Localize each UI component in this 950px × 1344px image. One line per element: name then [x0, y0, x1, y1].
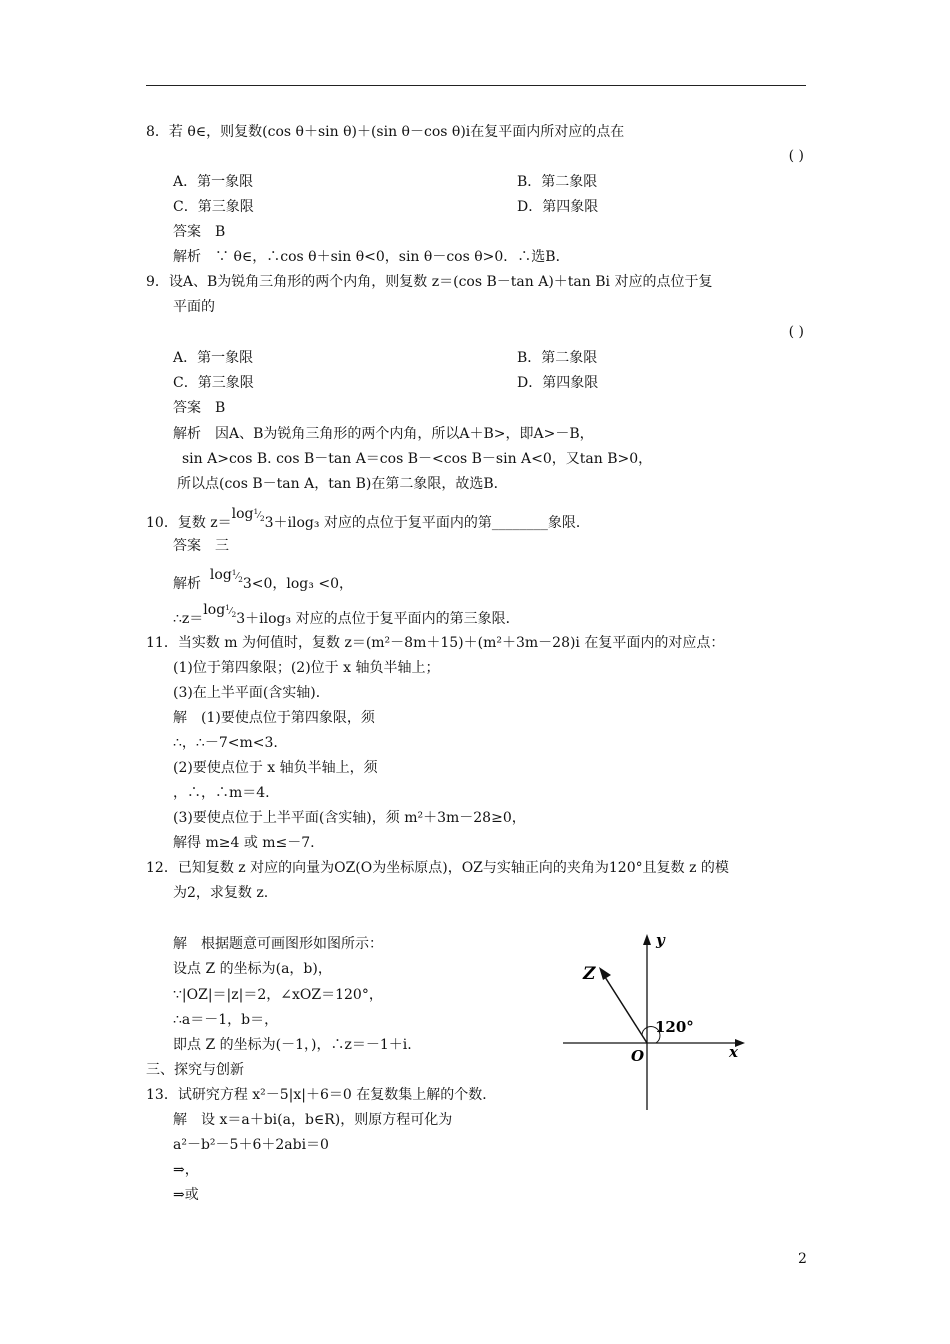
q10-stem-suffix: 3＋ilog₃ 对应的点位于复平面内的第________象限．: [264, 515, 590, 531]
q9-analysis-line2: sin A>cos B. cos B－tan A＝cos B－<cos B－sin A<0，又tan B>0，: [182, 451, 653, 467]
q12-stem-line2: 为2，求复数 z.: [173, 885, 269, 901]
q9-option-d: D．第四象限: [517, 375, 599, 391]
q11-part-3: (3)在上半平面(含实轴)．: [173, 685, 330, 701]
q10-log-base-den: 2: [259, 513, 265, 523]
q8-analysis: 解析 ∵ θ∈，∴cos θ＋sin θ<0，sin θ－cos θ>0．∴选B．: [173, 249, 570, 265]
q10-answer: 答案 三: [173, 538, 229, 554]
q11-stem: 11．当实数 m 为何值时，复数 z＝(m²－8m＋15)＋(m²＋3m－28)i 在复平面内的对应点：: [146, 635, 725, 651]
q8-option-c: C．第三象限: [173, 199, 254, 215]
q11-solution-line2: ∴，∴－7<m<3.: [173, 735, 278, 751]
q10-stem: [146, 506, 590, 538]
q8-option-d: D．第四象限: [517, 199, 599, 215]
q12-solution-line4: ∴a＝－1，b＝，: [173, 1012, 279, 1028]
q10-analysis-text: 3<0，log₃ <0，: [242, 576, 353, 592]
oz-vector-arrow: [599, 967, 611, 980]
q11-solution-line1: 解 (1)要使点位于第四象限，须: [173, 710, 375, 726]
q12-solution-line2: 设点 Z 的坐标为(a，b)，: [173, 961, 332, 977]
q8-stem: 8．若 θ∈，则复数(cos θ＋sin θ)＋(sin θ－cos θ)i在复平面内所对应的点在: [146, 124, 625, 140]
q11-parts-1-2: (1)位于第四象限；(2)位于 x 轴负半轴上；: [173, 660, 440, 676]
y-axis-label: y: [656, 931, 665, 949]
q9-analysis-line3: 所以点(cos B－tan A，tan B)在第二象限，故选B．: [177, 476, 508, 492]
q10-conclusion: $\therefore z=\log^1⁄_23+ilog_3$ 对应的点位于复平面内的第三象限．: [173, 602, 520, 627]
q12-solution-line1: 解 根据题意可画图形如图所示：: [173, 936, 383, 952]
q10-analysis: 解析 $\log^1⁄_23<0$，log₃ <0，: [173, 567, 353, 592]
q11-solution-line3: (2)要使点位于 x 轴负半轴上，须: [173, 760, 378, 776]
q8-option-a: A．第一象限: [173, 174, 254, 190]
q11-solution-line5: (3)要使点位于上半平面(含实轴)，须 m²＋3m－28≥0，: [173, 810, 526, 826]
q12-solution-line3: ∵|OZ|＝|z|＝2，∠xOZ＝120°，: [173, 987, 383, 1003]
q9-answer-paren: ( ): [788, 324, 804, 340]
y-axis-arrow: [643, 934, 651, 945]
q11-solution-line6: 解得 m≥4 或 m≤－7.: [173, 835, 315, 851]
q10-analysis-label: 解析: [173, 576, 201, 592]
section-3-heading: 三、探究与创新: [146, 1062, 244, 1078]
q10-log: $\log^1⁄_2$: [231, 506, 265, 523]
q8-option-b: B．第二象限: [517, 174, 598, 190]
angle-label: 120°: [655, 1018, 694, 1036]
q9-stem-line1: 9．设A、B为锐角三角形的两个内角，则复数 z＝(cos B－tan A)＋tan Bi 对应的点位于复: [146, 274, 713, 290]
q13-solution-line4: ⇒或: [173, 1187, 199, 1203]
q13-stem: 13．试研究方程 x²－5|x|＋6＝0 在复数集上解的个数．: [146, 1087, 497, 1103]
q10-stem-prefix: 10．复数 z＝: [146, 515, 232, 531]
q9-option-a: A．第一象限: [173, 350, 254, 366]
x-axis-label: x: [729, 1043, 738, 1061]
q12-stem-line1: 12．已知复数 z 对应的向量为OZ(O为坐标原点)，OZ与实轴正向的夹角为120°且复数 z 的模: [146, 860, 729, 876]
q8-answer: 答案 B: [173, 224, 226, 240]
q9-answer: 答案 B: [173, 400, 226, 416]
q9-stem-line2: 平面的: [173, 299, 215, 315]
header-rule: [146, 85, 806, 86]
page-number: 2: [798, 1251, 807, 1267]
q13-solution-line3: ⇒，: [173, 1162, 199, 1178]
q12-solution-line5: 即点 Z 的坐标为(－1，)，∴z＝－1＋i.: [173, 1037, 412, 1053]
q12-coordinate-figure: [555, 925, 755, 1115]
q13-solution-line2: a²－b²－5＋6＋2abi＝0: [173, 1137, 329, 1153]
point-z-label: Z: [583, 964, 596, 984]
q8-answer-paren: ( ): [788, 148, 804, 164]
oz-vector: [605, 977, 647, 1043]
q10-log-base-num: 1: [253, 507, 259, 516]
q9-analysis-line1: 解析 因A、B为锐角三角形的两个内角，所以A＋B>，即A>－B，: [173, 426, 594, 442]
origin-label: O: [631, 1047, 645, 1065]
q11-solution-line4: ，∴，∴m＝4.: [173, 785, 270, 801]
q9-option-b: B．第二象限: [517, 350, 598, 366]
q9-option-c: C．第三象限: [173, 375, 254, 391]
q13-solution-line1: 解 设 x＝a＋bi(a，b∈R)，则原方程可化为: [173, 1112, 453, 1128]
